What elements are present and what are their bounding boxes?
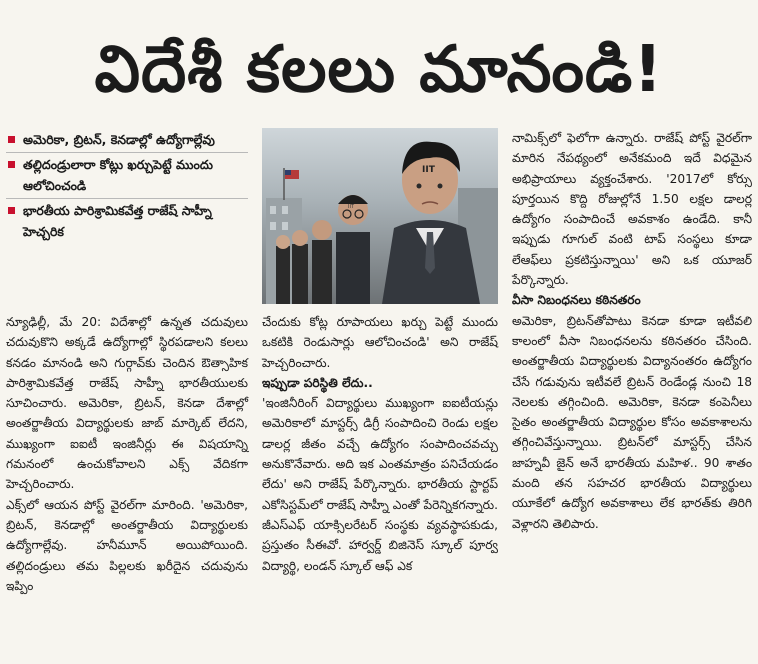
paragraph: న్యూఢిల్లీ, మే 20: విదేశాల్లో ఉన్నత చదువులు చదువుకొని అక్కడే ఉద్యోగాల్లో స్థిరపడాలని కలలు కనడం మానండి అని గుర్గావ్‌కు చెందిన ఔత్సాహిక పారిశ్రామికవేత్త రాజేష్ సాహ్నీ భారతీయులకు సూచించారు. అమెరికా, బ్రిటన్, కెనడా దేశాల్లో అంతర్జాతీయ విద్యార్థులకు జాబ్ మార్కెట్ లేదని, ముఖ్యంగా ఐఐటీ ఇంజినీర్లు ఈ విషయాన్ని గమనంలో ఉంచుకోవాలని ఎక్స్ వేదికగా హెచ్చరించారు. xyxy=(6,315,248,492)
bullet-square-icon xyxy=(8,207,15,214)
photo-badge: IIT xyxy=(422,165,435,175)
article-column-2 xyxy=(262,312,498,576)
students-photo xyxy=(262,128,498,304)
article-column-3 xyxy=(512,128,752,534)
bullet-square-icon xyxy=(8,136,15,143)
bullet-text: అమెరికా, బ్రిటన్, కెనడాల్లో ఉద్యోగాల్లేవు xyxy=(23,132,215,147)
photo-badge: IIT xyxy=(348,204,355,210)
bullet-item xyxy=(6,128,248,153)
bullet-text: భారతీయ పారిశ్రామికవేత్త రాజేష్ సాహ్నీ హెచ్చరిక xyxy=(23,203,212,239)
paragraph: అమెరికా, బ్రిటన్‌తోపాటు కెనడా కూడా ఇటీవలి కాలంలో వీసా నిబంధనలను కఠినతరం చేసింది. అంతర్జాతీయ విద్యార్థులకు విద్యానంతరం ఉద్యోగం చేసే గడువును ఇటీవలే బ్రిటన్ రెండేండ్ల నుంచి 18 నెలలకు తగ్గించింది. అమెరికా, కెనడా కంపెనీలు సైతం అంతర్జాతీయ విద్యార్థుల కోసం అవకాశాలను తగ్గించివేస్తున్నాయి. బ్రిటన్‌లో మాస్టర్స్ చేసిన జాహ్నవీ జైన్ అనే భారతీయ మహిళ.. 90 శాతం మంది తన సహచర భారతీయ విద్యార్థులు యూకేలో ఉద్యోగ అవకాశాలు లేక భారత్‌కు తిరిగి వెళ్లారని తెలిపారు. xyxy=(512,313,752,531)
paragraph: 'ఇంజినీరింగ్ విద్యార్థులు ముఖ్యంగా ఐఐటీయన్లు అమెరికాలో మాస్టర్స్ డిగ్రీ సంపాదించి రెండు లక్షల డాలర్ల జీతం వచ్చే ఉద్యోగం సంపాదించవచ్చు అనుకొనేవారు. అది ఇక ఎంతమాత్రం పనిచేయడం లేదు' అని రాజేష్ పేర్కొన్నారు. భారతీయ స్టార్టప్ ఎకోసిస్టమ్‌లో రాజేష్ సాహ్నీ ఎంతో పేరెన్నికగన్నారు. జీఎస్‌ఎఫ్ యాక్సిలరేటర్ సంస్థకు వ్యవస్థాపకుడు, ప్రస్తుతం సీఈవో. హార్వర్డ్ బిజినెస్ స్కూల్ పూర్వ విద్యార్థి, లండన్ స్కూల్ ఆఫ్ ఎక xyxy=(262,396,498,573)
bullet-item xyxy=(6,199,248,244)
paragraph: ఎక్స్‌లో ఆయన పోస్ట్ వైరల్‌గా మారింది. 'అమెరికా, బ్రిటన్, కెనడాల్లో అంతర్జాతీయ విద్యార్థులకు ఉద్యోగాల్లేవు. హనీమూన్ అయిపోయింది. తల్లిదండ్రులు తమ పిల్లలకు ఖరీదైన చదువును ఇప్పిం xyxy=(6,497,248,593)
paragraph: నామిక్స్‌లో ఫెలోగా ఉన్నారు. రాజేష్ పోస్ట్ వైరల్‌గా మారిన నేపథ్యంలో అనేకమంది ఇదే విధమైన అభిప్రాయాలు వ్యక్తంచేశారు. '2017లో కోర్సు పూర్తయిన కొద్ది రోజుల్లోనే 1.50 లక్షల డాలర్ల ఉద్యోగం సంపాదించే అవకాశం ఉండేది. కానీ ఇప్పుడు గూగుల్ వంటి టాప్ సంస్థలు కూడా లేఆఫ్‌లు ప్రకటిస్తున్నాయి' అని ఒక యూజర్ పేర్కొన్నారు. xyxy=(512,131,752,288)
highlight-bullets xyxy=(6,128,248,244)
bullet-item xyxy=(6,153,248,199)
bullet-square-icon xyxy=(8,161,15,168)
article-column-1 xyxy=(6,312,248,596)
subheading: ఇప్పుడా పరిస్థితి లేదు.. xyxy=(262,375,373,390)
headline: విదేశీ కలలు మానండి! xyxy=(94,33,664,107)
paragraph: చేందుకు కోట్ల రూపాయలు ఖర్చు పెట్టే ముందు ఒకటికి రెండుసార్లు ఆలోచించండి' అని రాజేష్ హెచ్చరించారు. xyxy=(262,315,498,370)
subheading: వీసా నిబంధనలు కఠినతరం xyxy=(512,293,641,308)
bullet-text: తల్లిదండ్రులారా కోట్లు ఖర్చుపెట్టే ముందు ఆలోచించండి xyxy=(23,157,213,193)
